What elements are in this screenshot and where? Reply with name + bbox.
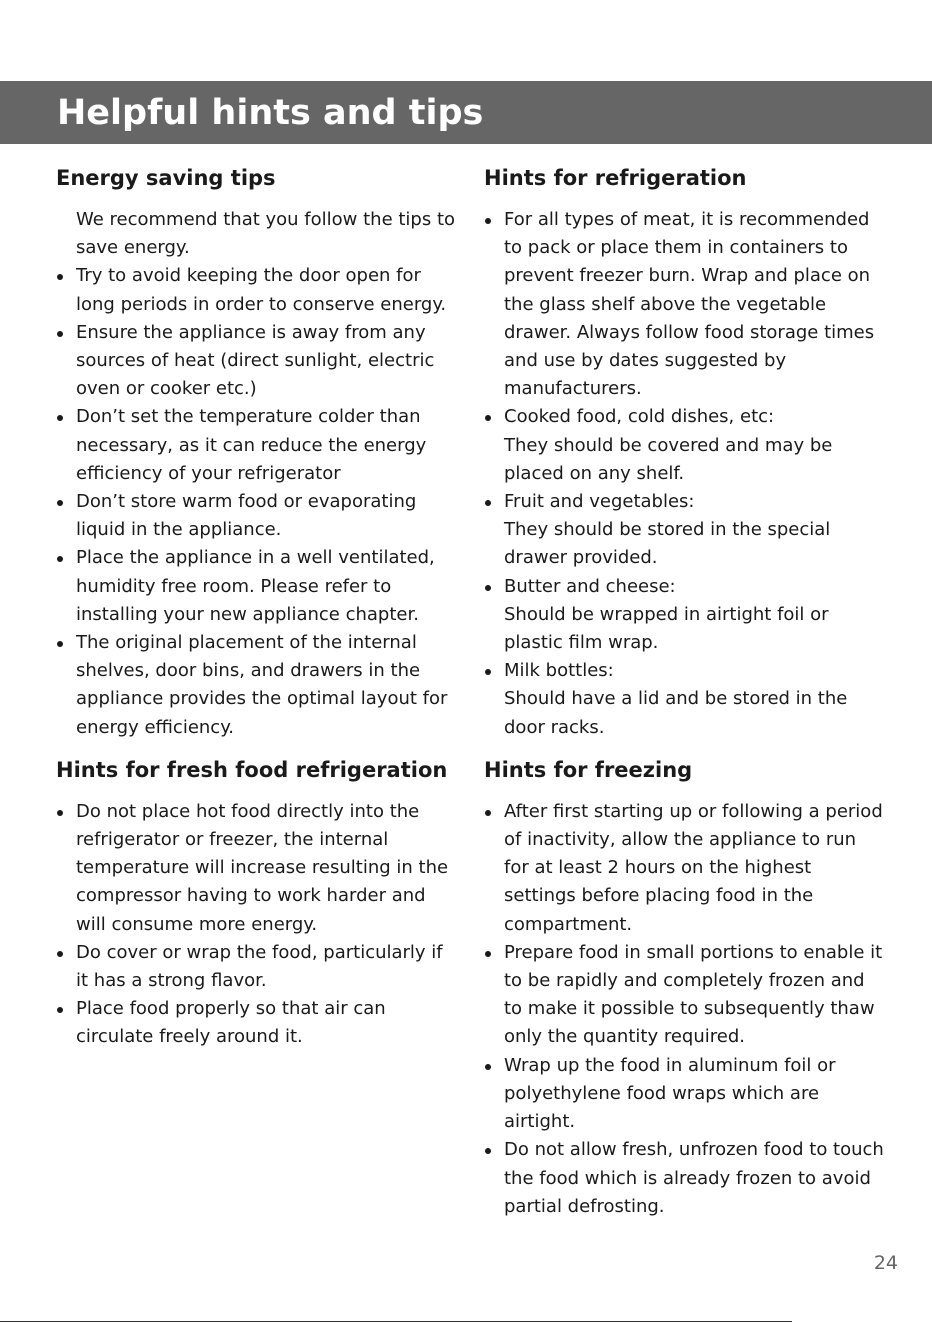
list-item: Prepare food in small portions to enable it to be rapidly and completely frozen and to make it possible to subsequently thaw only the quantity required.	[484, 939, 884, 1052]
freezing-section	[484, 752, 884, 1221]
freezing-title: Hints for freezing	[484, 757, 693, 782]
footer-divider	[0, 1321, 792, 1322]
list-item: Milk bottles: Should have a lid and be stored in the door racks.	[484, 657, 884, 742]
list-item: Don’t set the temperature colder than necessary, as it can reduce the energy efficiency of your refrigerator	[56, 403, 456, 488]
list-item: Try to avoid keeping the door open for long periods in order to conserve energy.	[56, 262, 456, 318]
list-item: Do not allow fresh, unfrozen food to touch the food which is already frozen to avoid partial defrosting.	[484, 1136, 884, 1221]
list-item: Cooked food, cold dishes, etc: They should be covered and may be placed on any shelf.	[484, 403, 884, 488]
page-title: Helpful hints and tips	[57, 93, 484, 133]
list-item: Place food properly so that air can circulate freely around it.	[56, 995, 456, 1051]
fresh-food-section	[56, 752, 456, 1052]
fresh-food-title: Hints for fresh food refrigeration	[56, 757, 448, 782]
list-item: Fruit and vegetables: They should be stored in the special drawer provided.	[484, 488, 884, 573]
freezing-list	[484, 798, 884, 1221]
list-item: Don’t store warm food or evaporating liquid in the appliance.	[56, 488, 456, 544]
energy-saving-intro: We recommend that you follow the tips to save energy.	[76, 209, 456, 259]
list-item: Butter and cheese: Should be wrapped in airtight foil or plastic film wrap.	[484, 573, 884, 658]
energy-saving-list	[56, 262, 456, 741]
list-item: Place the appliance in a well ventilated, humidity free room. Please refer to installing your new appliance chapter.	[56, 544, 456, 629]
list-item: Do not place hot food directly into the refrigerator or freezer, the internal temperature will increase resulting in the compressor having to work harder and will consume more energy.	[56, 798, 456, 939]
list-item: Ensure the appliance is away from any sources of heat (direct sunlight, electric oven or cooker etc.)	[56, 319, 456, 404]
energy-saving-title: Energy saving tips	[56, 166, 276, 190]
refrigeration-list	[484, 206, 884, 742]
left-column	[56, 160, 456, 1052]
refrigeration-title: Hints for refrigeration	[484, 166, 747, 190]
list-item: Do cover or wrap the food, particularly if it has a strong flavor.	[56, 939, 456, 995]
list-item: Wrap up the food in aluminum foil or polyethylene food wraps which are airtight.	[484, 1052, 884, 1137]
page-number: 24	[873, 1252, 898, 1274]
list-item: The original placement of the internal shelves, door bins, and drawers in the appliance provides the optimal layout for energy efficiency.	[56, 629, 456, 742]
energy-saving-section	[56, 160, 456, 742]
fresh-food-list	[56, 798, 456, 1052]
refrigeration-section	[484, 160, 884, 742]
list-item: For all types of meat, it is recommended to pack or place them in containers to prevent freezer burn. Wrap and place on the glass shelf above the vegetable drawer. Always follow food storage times and use by dates suggested by manufacturers.	[484, 206, 884, 403]
list-item: After first starting up or following a period of inactivity, allow the appliance to run for at least 2 hours on the highest settings before placing food in the compartment.	[484, 798, 884, 939]
right-column	[484, 160, 884, 1221]
